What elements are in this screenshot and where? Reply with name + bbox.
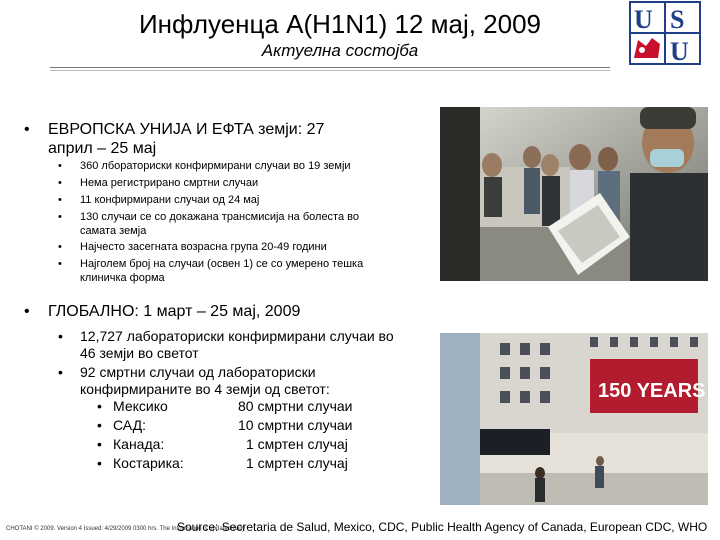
global-bullet-text: 12,727 лабораториски конфирмирани случаи во	[80, 328, 394, 344]
country-row: • САД: 10 смртни случаи	[97, 417, 353, 433]
country-deaths: 1 смртен случај	[246, 436, 348, 452]
global-bullet-text: 92 смртни случаи од лабораториски	[80, 364, 316, 380]
slide-header	[60, 8, 620, 62]
country-row: • Костарика: 1 смртен случај	[97, 455, 348, 471]
country-deaths: 10 смртни случаи	[238, 417, 353, 433]
footer-copyright: CHOTANI © 2009. Version 4 Issued: 4/29/2009 0300 hrs. The Information is updated daily	[6, 526, 246, 532]
eu-bullet: • Најчесто засегната возрасна група 20-49 години	[58, 241, 327, 253]
eu-bullet: • Нема регистрирано смртни случаи	[58, 177, 259, 189]
global-bullet-text-cont: конфирмираните во 4 земји од светот:	[80, 381, 330, 397]
eu-bullet: • 130 случаи се со докажана трансмисија на болеста во самата земја	[58, 211, 359, 237]
bullet-dot: •	[24, 303, 30, 320]
global-bullet: • 92 смртни случаи од лабораториски конфирмираните во 4 земји од светот:	[58, 364, 330, 397]
slide-subtitle: Актуелна состојба	[261, 41, 419, 60]
country-name: Канада:	[113, 436, 165, 452]
country-row: • Канада: 1 смртен случај	[97, 436, 348, 452]
eu-bullet-text: 130 случаи се со докажана трансмисија на болеста во	[80, 211, 359, 223]
country-name: САД:	[113, 417, 146, 433]
eu-bullet-text-cont: клиничка форма	[80, 272, 165, 284]
section-global	[24, 302, 301, 321]
eu-bullet-text: 360 лбораториски конфирмирани случаи во 19 земји	[80, 160, 351, 172]
photo-people-with-masks	[440, 107, 708, 281]
bullet-dot: •	[24, 121, 30, 138]
svg-text:U: U	[670, 37, 689, 66]
eu-bullet-text: Нема регистрирано смртни случаи	[80, 177, 259, 189]
eu-bullet: • 360 лбораториски конфирмирани случаи во 19 земји	[58, 160, 351, 172]
country-name: Костарика:	[113, 455, 184, 471]
slide-title: Инфлуенца A(H1N1) 12 мај, 2009	[138, 9, 542, 39]
svg-text:S: S	[670, 5, 685, 34]
eu-bullet-text: Најчесто засегната возрасна група 20-49 години	[80, 241, 327, 253]
eu-bullet: • 11 конфирмирани случаи од 24 мај	[58, 194, 260, 206]
eu-bullet-text: Најголем број на случаи (освен 1) се со умерено тешка	[80, 258, 364, 270]
global-bullet: • 12,727 лабораториски конфирмирани случаи во 46 земји во светот	[58, 328, 394, 361]
svg-text:U: U	[634, 5, 653, 34]
section-global-heading: ГЛОБАЛНО: 1 март – 25 мај, 2009	[48, 303, 301, 320]
country-deaths: 80 смртни случаи	[238, 398, 353, 414]
section-eu-heading-line2: април – 25 мај	[48, 140, 157, 157]
title-divider	[50, 67, 610, 68]
section-eu-efta	[24, 120, 325, 158]
eu-bullet: • Најголем број на случаи (освен 1) се со умерено тешка клиничка форма	[58, 258, 364, 284]
footer-source: Source: Secretaria de Salud, Mexico, CDC, Public Health Agency of Canada, European CDC, WHO	[177, 520, 708, 534]
country-deaths: 1 смртен случај	[246, 455, 348, 471]
section-eu-heading-line1: ЕВРОПСКА УНИЈА И ЕФТА земји: 27	[48, 121, 325, 138]
country-row: • Мексико 80 смртни случаи	[97, 398, 353, 414]
usu-logo	[628, 0, 710, 66]
eu-bullet-text: 11 конфирмирани случаи од 24 мај	[80, 194, 260, 206]
eu-bullet-text-cont: самата земја	[80, 225, 147, 237]
building-banner-text: 150 YEARS	[598, 380, 706, 402]
photo-building-150-years	[440, 333, 708, 505]
country-name: Мексико	[113, 398, 168, 414]
title-divider-secondary	[50, 70, 610, 71]
global-bullet-text-cont: 46 земји во светот	[80, 345, 199, 361]
